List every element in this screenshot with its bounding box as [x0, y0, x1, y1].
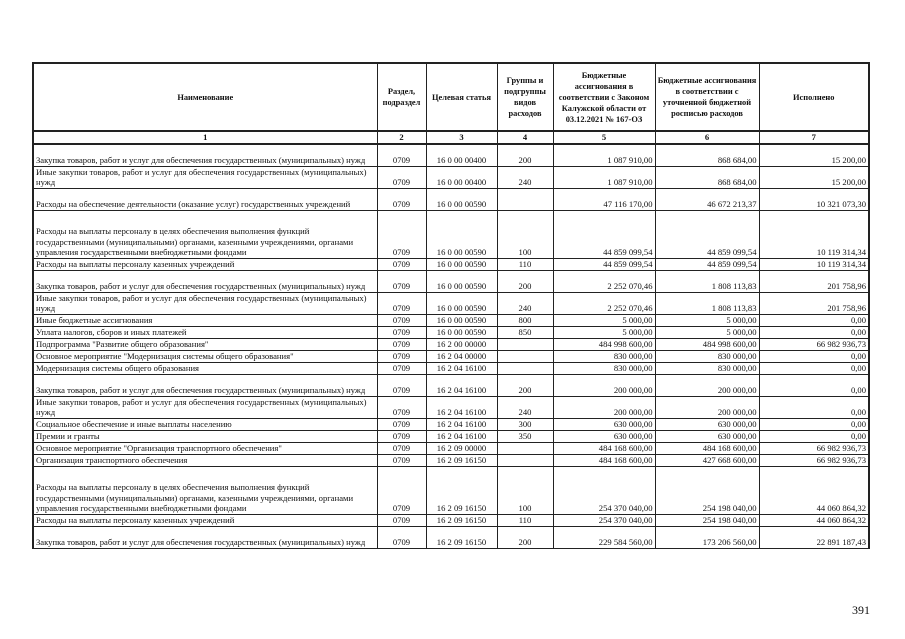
row-group: 200 — [497, 144, 553, 166]
row-section: 0709 — [377, 166, 426, 188]
row-revised: 44 859 099,54 — [655, 258, 759, 270]
row-target: 16 2 04 16100 — [426, 419, 497, 431]
row-target: 16 0 00 00590 — [426, 326, 497, 338]
row-section: 0709 — [377, 292, 426, 314]
row-target: 16 0 00 00590 — [426, 258, 497, 270]
row-name: Расходы на выплаты персоналу в целях обеспечения выполнения функций государственными (муниципальными) органами, казенными учреждениями, органами управления государственными внебюджетными фондами — [33, 467, 377, 515]
table-row — [33, 455, 869, 467]
row-law: 200 000,00 — [553, 374, 655, 396]
row-section: 0709 — [377, 144, 426, 166]
row-executed: 15 200,00 — [759, 144, 869, 166]
row-target: 16 2 09 00000 — [426, 443, 497, 455]
row-name: Иные закупки товаров, работ и услуг для обеспечения государственных (муниципальных) нужд — [33, 292, 377, 314]
row-target: 16 0 00 00590 — [426, 270, 497, 292]
row-group — [497, 455, 553, 467]
row-name: Расходы на выплаты персоналу казенных учреждений — [33, 258, 377, 270]
row-law: 47 116 170,00 — [553, 188, 655, 210]
row-group — [497, 188, 553, 210]
row-name: Организация транспортного обеспечения — [33, 455, 377, 467]
row-executed: 0,00 — [759, 431, 869, 443]
column-number: 3 — [426, 131, 497, 144]
row-target: 16 2 04 00000 — [426, 350, 497, 362]
row-revised: 173 206 560,00 — [655, 527, 759, 549]
row-group: 100 — [497, 210, 553, 258]
table-body — [33, 144, 869, 549]
row-name: Модернизация системы общего образования — [33, 362, 377, 374]
table-row — [33, 270, 869, 292]
row-revised: 427 668 600,00 — [655, 455, 759, 467]
row-target: 16 2 04 16100 — [426, 431, 497, 443]
row-executed: 201 758,96 — [759, 292, 869, 314]
table-row — [33, 292, 869, 314]
row-executed: 15 200,00 — [759, 166, 869, 188]
column-number: 2 — [377, 131, 426, 144]
row-executed: 66 982 936,73 — [759, 443, 869, 455]
table-row — [33, 350, 869, 362]
row-executed: 44 060 864,32 — [759, 515, 869, 527]
header-revised-allocations: Бюджетные ассигнования в соответствии с уточненной бюджетной росписью расходов — [655, 63, 759, 131]
row-executed: 0,00 — [759, 362, 869, 374]
row-section: 0709 — [377, 396, 426, 418]
row-revised: 44 859 099,54 — [655, 210, 759, 258]
row-target: 16 2 04 16100 — [426, 374, 497, 396]
row-group: 200 — [497, 527, 553, 549]
row-executed: 0,00 — [759, 326, 869, 338]
row-name: Иные бюджетные ассигнования — [33, 314, 377, 326]
row-revised: 254 198 040,00 — [655, 467, 759, 515]
row-law: 254 370 040,00 — [553, 515, 655, 527]
row-group — [497, 338, 553, 350]
table-row — [33, 144, 869, 166]
row-group: 800 — [497, 314, 553, 326]
row-section: 0709 — [377, 374, 426, 396]
column-number: 5 — [553, 131, 655, 144]
header-row — [33, 63, 869, 131]
row-law: 1 087 910,00 — [553, 166, 655, 188]
row-name: Основное мероприятие "Организация транспортного обеспечения" — [33, 443, 377, 455]
row-name: Закупка товаров, работ и услуг для обеспечения государственных (муниципальных) нужд — [33, 270, 377, 292]
row-revised: 254 198 040,00 — [655, 515, 759, 527]
row-executed: 44 060 864,32 — [759, 467, 869, 515]
row-name: Основное мероприятие "Модернизация системы общего образования" — [33, 350, 377, 362]
table-row — [33, 374, 869, 396]
row-law: 44 859 099,54 — [553, 210, 655, 258]
row-name: Социальное обеспечение и иные выплаты населению — [33, 419, 377, 431]
row-executed: 10 119 314,34 — [759, 210, 869, 258]
row-law: 630 000,00 — [553, 419, 655, 431]
row-group — [497, 350, 553, 362]
row-group: 110 — [497, 258, 553, 270]
row-group: 300 — [497, 419, 553, 431]
row-executed: 0,00 — [759, 374, 869, 396]
row-section: 0709 — [377, 431, 426, 443]
row-law: 2 252 070,46 — [553, 292, 655, 314]
row-revised: 830 000,00 — [655, 362, 759, 374]
row-target: 16 2 04 16100 — [426, 362, 497, 374]
row-revised: 200 000,00 — [655, 374, 759, 396]
row-law: 630 000,00 — [553, 431, 655, 443]
row-law: 229 584 560,00 — [553, 527, 655, 549]
row-group: 200 — [497, 374, 553, 396]
row-group: 240 — [497, 396, 553, 418]
column-number: 6 — [655, 131, 759, 144]
row-law: 830 000,00 — [553, 362, 655, 374]
row-section: 0709 — [377, 515, 426, 527]
budget-table — [32, 62, 870, 549]
column-number-row — [33, 131, 869, 144]
row-section: 0709 — [377, 362, 426, 374]
row-name: Уплата налогов, сборов и иных платежей — [33, 326, 377, 338]
row-revised: 200 000,00 — [655, 396, 759, 418]
table-row — [33, 210, 869, 258]
row-revised: 1 808 113,83 — [655, 292, 759, 314]
row-target: 16 2 00 00000 — [426, 338, 497, 350]
row-executed: 201 758,96 — [759, 270, 869, 292]
row-group: 240 — [497, 292, 553, 314]
row-law: 484 998 600,00 — [553, 338, 655, 350]
row-law: 44 859 099,54 — [553, 258, 655, 270]
table-row — [33, 258, 869, 270]
row-executed: 66 982 936,73 — [759, 338, 869, 350]
row-section: 0709 — [377, 419, 426, 431]
row-law: 5 000,00 — [553, 314, 655, 326]
row-section: 0709 — [377, 326, 426, 338]
row-name: Закупка товаров, работ и услуг для обеспечения государственных (муниципальных) нужд — [33, 374, 377, 396]
row-law: 254 370 040,00 — [553, 467, 655, 515]
row-group — [497, 443, 553, 455]
table-row — [33, 419, 869, 431]
row-group: 350 — [497, 431, 553, 443]
row-target: 16 2 09 16150 — [426, 527, 497, 549]
page-number: 391 — [852, 603, 870, 617]
row-group: 850 — [497, 326, 553, 338]
row-group: 100 — [497, 467, 553, 515]
row-executed: 10 321 073,30 — [759, 188, 869, 210]
row-group: 200 — [497, 270, 553, 292]
header-executed: Исполнено — [759, 63, 869, 131]
row-name: Расходы на выплаты персоналу казенных учреждений — [33, 515, 377, 527]
column-number: 4 — [497, 131, 553, 144]
row-revised: 484 168 600,00 — [655, 443, 759, 455]
table-row — [33, 188, 869, 210]
row-executed: 0,00 — [759, 350, 869, 362]
table-row — [33, 362, 869, 374]
row-target: 16 0 00 00590 — [426, 292, 497, 314]
row-section: 0709 — [377, 210, 426, 258]
row-target: 16 2 04 16100 — [426, 396, 497, 418]
row-section: 0709 — [377, 314, 426, 326]
row-name: Расходы на выплаты персоналу в целях обеспечения выполнения функций государственными (муниципальными) органами, казенными учреждениями, органами управления государственными внебюджетными фондами — [33, 210, 377, 258]
table-row — [33, 314, 869, 326]
table-row — [33, 443, 869, 455]
row-section: 0709 — [377, 467, 426, 515]
header-group: Группы и подгруппы видов расходов — [497, 63, 553, 131]
table-row — [33, 396, 869, 418]
table-row — [33, 338, 869, 350]
row-revised: 1 808 113,83 — [655, 270, 759, 292]
row-target: 16 0 00 00590 — [426, 314, 497, 326]
header-law-allocations: Бюджетные ассигнования в соответствии с Законом Калужской области от 03.12.2021 № 167-ОЗ — [553, 63, 655, 131]
table-row — [33, 166, 869, 188]
row-revised: 868 684,00 — [655, 166, 759, 188]
row-name: Закупка товаров, работ и услуг для обеспечения государственных (муниципальных) нужд — [33, 144, 377, 166]
row-executed: 66 982 936,73 — [759, 455, 869, 467]
row-group — [497, 362, 553, 374]
row-section: 0709 — [377, 338, 426, 350]
column-number: 1 — [33, 131, 377, 144]
row-law: 484 168 600,00 — [553, 455, 655, 467]
row-law: 200 000,00 — [553, 396, 655, 418]
row-revised: 868 684,00 — [655, 144, 759, 166]
row-target: 16 0 00 00400 — [426, 166, 497, 188]
row-name: Иные закупки товаров, работ и услуг для обеспечения государственных (муниципальных) нужд — [33, 396, 377, 418]
row-target: 16 2 09 16150 — [426, 455, 497, 467]
row-target: 16 0 00 00590 — [426, 188, 497, 210]
row-target: 16 2 09 16150 — [426, 515, 497, 527]
budget-sheet — [32, 62, 868, 549]
row-group: 240 — [497, 166, 553, 188]
row-section: 0709 — [377, 350, 426, 362]
row-revised: 830 000,00 — [655, 350, 759, 362]
row-section: 0709 — [377, 443, 426, 455]
row-name: Иные закупки товаров, работ и услуг для обеспечения государственных (муниципальных) нужд — [33, 166, 377, 188]
header-target: Целевая статья — [426, 63, 497, 131]
table-row — [33, 527, 869, 549]
column-number: 7 — [759, 131, 869, 144]
row-executed: 0,00 — [759, 314, 869, 326]
row-section: 0709 — [377, 258, 426, 270]
row-revised: 5 000,00 — [655, 326, 759, 338]
row-law: 484 168 600,00 — [553, 443, 655, 455]
row-law: 830 000,00 — [553, 350, 655, 362]
row-target: 16 0 00 00590 — [426, 210, 497, 258]
row-law: 5 000,00 — [553, 326, 655, 338]
row-name: Премии и гранты — [33, 431, 377, 443]
table-row — [33, 515, 869, 527]
row-revised: 630 000,00 — [655, 431, 759, 443]
row-revised: 46 672 213,37 — [655, 188, 759, 210]
row-executed: 22 891 187,43 — [759, 527, 869, 549]
row-section: 0709 — [377, 455, 426, 467]
row-revised: 5 000,00 — [655, 314, 759, 326]
table-row — [33, 326, 869, 338]
row-revised: 484 998 600,00 — [655, 338, 759, 350]
row-law: 2 252 070,46 — [553, 270, 655, 292]
row-revised: 630 000,00 — [655, 419, 759, 431]
row-section: 0709 — [377, 527, 426, 549]
row-section: 0709 — [377, 270, 426, 292]
row-target: 16 0 00 00400 — [426, 144, 497, 166]
row-law: 1 087 910,00 — [553, 144, 655, 166]
row-name: Расходы на обеспечение деятельности (оказание услуг) государственных учреждений — [33, 188, 377, 210]
row-executed: 0,00 — [759, 396, 869, 418]
row-executed: 10 119 314,34 — [759, 258, 869, 270]
header-section: Раздел, подраздел — [377, 63, 426, 131]
row-executed: 0,00 — [759, 419, 869, 431]
row-section: 0709 — [377, 188, 426, 210]
table-row — [33, 467, 869, 515]
row-name: Закупка товаров, работ и услуг для обеспечения государственных (муниципальных) нужд — [33, 527, 377, 549]
table-row — [33, 431, 869, 443]
row-name: Подпрограмма "Развитие общего образования" — [33, 338, 377, 350]
row-target: 16 2 09 16150 — [426, 467, 497, 515]
row-group: 110 — [497, 515, 553, 527]
header-name: Наименование — [33, 63, 377, 131]
